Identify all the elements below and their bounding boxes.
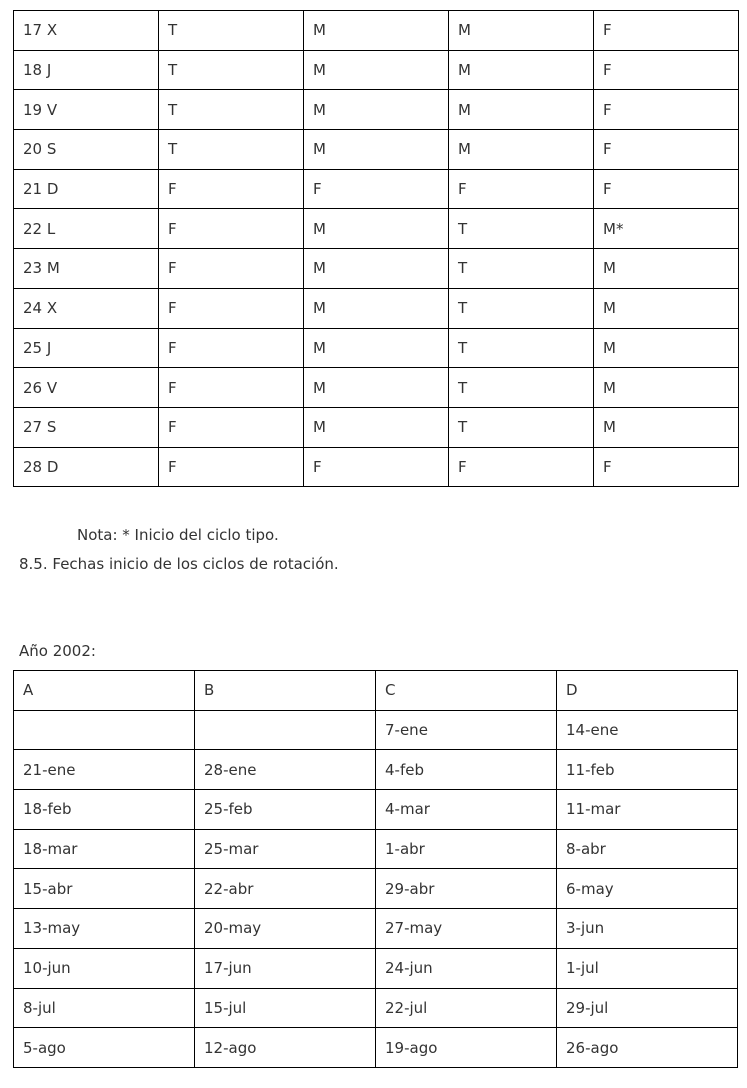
day-cell: 27 S xyxy=(14,407,159,447)
date-cell: 24-jun xyxy=(376,948,557,988)
date-cell: 20-may xyxy=(195,909,376,949)
day-cell: 22 L xyxy=(14,209,159,249)
shift-cell: T xyxy=(159,50,304,90)
shift-cell: M xyxy=(449,90,594,130)
date-cell: 26-ago xyxy=(557,1028,738,1068)
shift-cell: F xyxy=(594,50,739,90)
date-cell: 15-jul xyxy=(195,988,376,1028)
date-cell: 18-feb xyxy=(14,790,195,830)
date-cell: 6-may xyxy=(557,869,738,909)
table-row xyxy=(14,11,739,51)
column-header: B xyxy=(195,671,376,711)
date-cell: 8-abr xyxy=(557,829,738,869)
table-row xyxy=(14,249,739,289)
date-cell: 8-jul xyxy=(14,988,195,1028)
date-cell: 3-jun xyxy=(557,909,738,949)
turnos-table-body xyxy=(14,11,739,487)
shift-cell: T xyxy=(159,130,304,170)
table-row xyxy=(14,829,738,869)
date-cell: 1-jul xyxy=(557,948,738,988)
section-heading: 8.5. Fechas inicio de los ciclos de rotación. xyxy=(19,555,339,573)
date-cell: 21-ene xyxy=(14,750,195,790)
table-row xyxy=(14,288,739,328)
shift-cell: F xyxy=(159,288,304,328)
table-row xyxy=(14,368,739,408)
shift-cell: M xyxy=(304,288,449,328)
shift-cell: F xyxy=(304,169,449,209)
date-cell: 15-abr xyxy=(14,869,195,909)
day-cell: 28 D xyxy=(14,447,159,487)
shift-cell: M xyxy=(449,50,594,90)
nota-text: Nota: * Inicio del ciclo tipo. xyxy=(77,526,279,544)
shift-cell: T xyxy=(449,209,594,249)
shift-cell: F xyxy=(159,328,304,368)
shift-cell: F xyxy=(159,407,304,447)
shift-cell: T xyxy=(449,407,594,447)
table-row xyxy=(14,710,738,750)
date-cell: 4-feb xyxy=(376,750,557,790)
shift-cell: M xyxy=(594,328,739,368)
table-row xyxy=(14,948,738,988)
table-row xyxy=(14,90,739,130)
date-cell: 25-feb xyxy=(195,790,376,830)
shift-cell: T xyxy=(449,328,594,368)
year-label: Año 2002: xyxy=(19,642,96,660)
shift-cell: M xyxy=(304,50,449,90)
day-cell: 25 J xyxy=(14,328,159,368)
date-cell: 28-ene xyxy=(195,750,376,790)
shift-cell: F xyxy=(594,447,739,487)
table-row xyxy=(14,790,738,830)
shift-cell: M xyxy=(304,407,449,447)
table-row xyxy=(14,50,739,90)
day-cell: 19 V xyxy=(14,90,159,130)
shift-cell: M xyxy=(594,249,739,289)
date-cell: 22-jul xyxy=(376,988,557,1028)
table-row xyxy=(14,209,739,249)
table-row xyxy=(14,407,739,447)
shift-cell: F xyxy=(449,447,594,487)
shift-cell: T xyxy=(159,11,304,51)
shift-cell: F xyxy=(159,249,304,289)
shift-cell: M* xyxy=(594,209,739,249)
shift-cell: M xyxy=(304,328,449,368)
date-cell: 18-mar xyxy=(14,829,195,869)
date-cell: 27-may xyxy=(376,909,557,949)
table-row xyxy=(14,169,739,209)
date-cell xyxy=(14,710,195,750)
date-cell: 11-feb xyxy=(557,750,738,790)
shift-cell: M xyxy=(594,407,739,447)
turnos-table xyxy=(13,10,739,487)
day-cell: 18 J xyxy=(14,50,159,90)
table-row xyxy=(14,1028,738,1068)
table-row xyxy=(14,909,738,949)
date-cell: 22-abr xyxy=(195,869,376,909)
shift-cell: F xyxy=(159,447,304,487)
day-cell: 21 D xyxy=(14,169,159,209)
ciclos-table-body xyxy=(14,671,738,1068)
shift-cell: F xyxy=(594,11,739,51)
date-cell: 4-mar xyxy=(376,790,557,830)
shift-cell: F xyxy=(159,368,304,408)
shift-cell: M xyxy=(304,130,449,170)
shift-cell: T xyxy=(449,249,594,289)
date-cell: 5-ago xyxy=(14,1028,195,1068)
shift-cell: F xyxy=(594,169,739,209)
shift-cell: T xyxy=(449,288,594,328)
table-row xyxy=(14,447,739,487)
shift-cell: F xyxy=(594,90,739,130)
date-cell: 12-ago xyxy=(195,1028,376,1068)
shift-cell: M xyxy=(449,11,594,51)
date-cell: 11-mar xyxy=(557,790,738,830)
date-cell xyxy=(195,710,376,750)
shift-cell: F xyxy=(449,169,594,209)
column-header: A xyxy=(14,671,195,711)
date-cell: 10-jun xyxy=(14,948,195,988)
date-cell: 19-ago xyxy=(376,1028,557,1068)
ciclos-table xyxy=(13,670,738,1068)
shift-cell: T xyxy=(159,90,304,130)
day-cell: 20 S xyxy=(14,130,159,170)
day-cell: 24 X xyxy=(14,288,159,328)
table-row xyxy=(14,750,738,790)
date-cell: 29-jul xyxy=(557,988,738,1028)
table-header-row xyxy=(14,671,738,711)
table-row xyxy=(14,988,738,1028)
shift-cell: M xyxy=(304,11,449,51)
shift-cell: F xyxy=(594,130,739,170)
date-cell: 14-ene xyxy=(557,710,738,750)
column-header: D xyxy=(557,671,738,711)
date-cell: 7-ene xyxy=(376,710,557,750)
shift-cell: M xyxy=(304,249,449,289)
date-cell: 17-jun xyxy=(195,948,376,988)
table-row xyxy=(14,130,739,170)
date-cell: 29-abr xyxy=(376,869,557,909)
shift-cell: M xyxy=(594,368,739,408)
date-cell: 25-mar xyxy=(195,829,376,869)
shift-cell: F xyxy=(159,169,304,209)
column-header: C xyxy=(376,671,557,711)
shift-cell: M xyxy=(449,130,594,170)
shift-cell: M xyxy=(304,209,449,249)
shift-cell: T xyxy=(449,368,594,408)
day-cell: 17 X xyxy=(14,11,159,51)
shift-cell: F xyxy=(159,209,304,249)
table-row xyxy=(14,869,738,909)
shift-cell: M xyxy=(594,288,739,328)
day-cell: 23 M xyxy=(14,249,159,289)
day-cell: 26 V xyxy=(14,368,159,408)
table-row xyxy=(14,328,739,368)
shift-cell: M xyxy=(304,90,449,130)
date-cell: 1-abr xyxy=(376,829,557,869)
shift-cell: F xyxy=(304,447,449,487)
shift-cell: M xyxy=(304,368,449,408)
date-cell: 13-may xyxy=(14,909,195,949)
